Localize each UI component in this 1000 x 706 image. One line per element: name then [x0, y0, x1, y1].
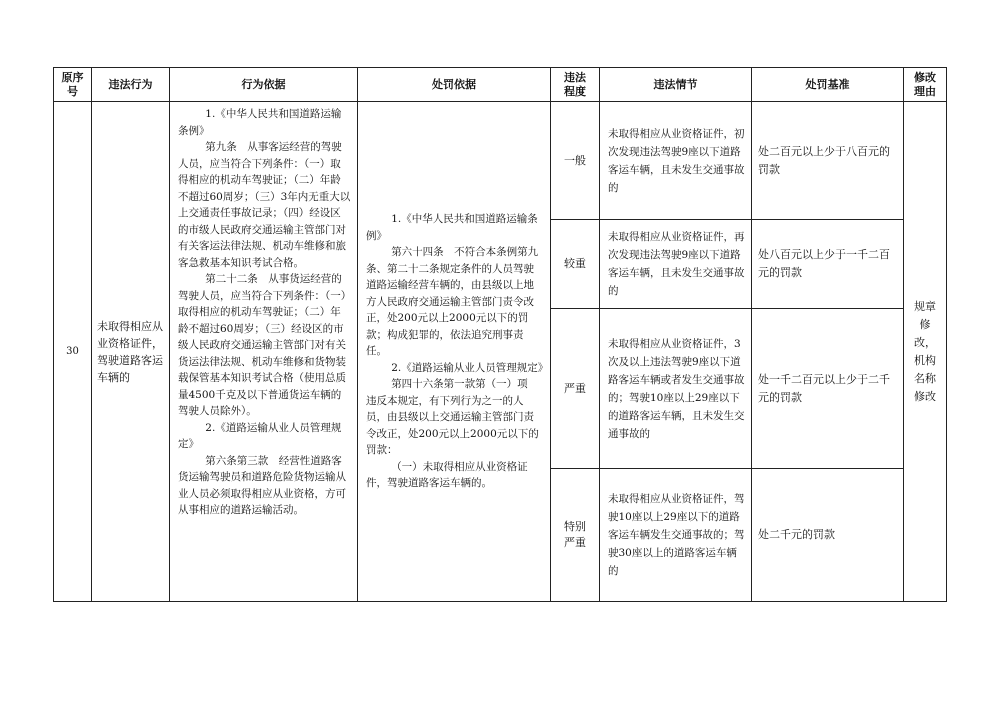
penalty-standard-table: [53, 67, 947, 602]
header-degree: 违法程度: [551, 68, 600, 102]
basis-paragraph: 第九条 从事客运经营的驾驶人员，应当符合下列条件：（一）取得相应的机动车驾驶证；（二）年龄不超过60周岁；（三）3年内无重大以上交通责任事故记录；（四）经设区的市级人民政府交通运输主管部门对有关客运法律法规、机动车维修和旅客急救基本知识考试合格。: [178, 141, 351, 269]
header-basis: 行为依据: [170, 68, 358, 102]
header-behavior: 违法行为: [92, 68, 170, 102]
reason-cell: 规章修改，机构名称修改: [904, 102, 947, 602]
basis-paragraph: 第六条第三款 经营性道路客货运输驾驶员和道路危险货物运输从业人员必须取得相应从业资格，方可从事相应的道路运输活动。: [178, 454, 346, 516]
seq-cell: 30: [54, 102, 92, 602]
header-standard: 处罚基准: [752, 68, 904, 102]
standard-cell: 处二百元以上少于八百元的罚款: [752, 102, 904, 220]
basis-cell: [170, 102, 358, 602]
header-circumstance: 违法情节: [600, 68, 752, 102]
degree-cell: 较重: [551, 220, 600, 309]
header-penalty: 处罚依据: [358, 68, 551, 102]
penalty-cell: [358, 102, 551, 602]
penalty-paragraph: （一）未取得相应从业资格证件，驾驶道路客运车辆的。: [366, 460, 528, 490]
table-row: [54, 102, 947, 220]
standard-cell: 处八百元以上少于一千二百元的罚款: [752, 220, 904, 309]
basis-paragraph: 1.《中华人民共和国道路运输条例》: [178, 108, 342, 137]
table-header-row: [54, 68, 947, 102]
behavior-cell: 未取得相应从业资格证件，驾驶道路客运车辆的: [92, 102, 170, 602]
standard-cell: 处二千元的罚款: [752, 469, 904, 602]
basis-paragraph: 2.《道路运输从业人员管理规定》: [178, 421, 342, 450]
circumstance-cell: 未取得相应从业资格证件，初次发现违法驾驶9座以下道路客运车辆，且未发生交通事故的: [600, 102, 752, 220]
header-reason: 修改理由: [904, 68, 947, 102]
basis-paragraph: 第二十二条 从事货运经营的驾驶人员，应当符合下列条件：（一）取得相应的机动车驾驶证；（二）年龄不超过60周岁；（三）经设区的市级人民政府交通运输主管部门对有关货运法律法规、机动车维修和货物装载保管基本知识考试合格（使用总质量4500千克及以下普通货运车辆的驾驶人员除外）。: [178, 273, 346, 417]
penalty-paragraph: 2.《道路运输从业人员管理规定》: [391, 361, 549, 374]
circumstance-cell: 未取得相应从业资格证件，驾驶10座以上29座以下的道路客运车辆发生交通事故的；驾驶30座以上的道路客运车辆的: [600, 469, 752, 602]
penalty-paragraph: 1.《中华人民共和国道路运输条例》: [366, 213, 538, 242]
standard-cell: 处一千二百元以上少于二千元的罚款: [752, 309, 904, 469]
penalty-paragraph: 第四十六条第一款第（一）项 违反本规定，有下列行为之一的人员，由县级以上交通运输主管部门责令改正，处200元以上2000元以下的罚款：: [366, 378, 539, 457]
degree-cell: 特别严重: [551, 469, 600, 602]
circumstance-cell: 未取得相应从业资格证件，再次发现违法驾驶9座以下道路客运车辆，且未发生交通事故的: [600, 220, 752, 309]
header-seq: 原序号: [54, 68, 92, 102]
degree-cell: 一般: [551, 102, 600, 220]
degree-cell: 严重: [551, 309, 600, 469]
penalty-paragraph: 第六十四条 不符合本条例第九条、第二十二条规定条件的人员驾驶道路运输经营车辆的，由县级以上地方人民政府交通运输主管部门责令改正，处200元以上2000元以下的罚款；构成犯罪的，依法追究刑事责任。: [366, 246, 539, 358]
circumstance-cell: 未取得相应从业资格证件，3次及以上违法驾驶9座以下道路客运车辆或者发生交通事故的；驾驶10座以上29座以下的道路客运车辆，且未发生交通事故的: [600, 309, 752, 469]
